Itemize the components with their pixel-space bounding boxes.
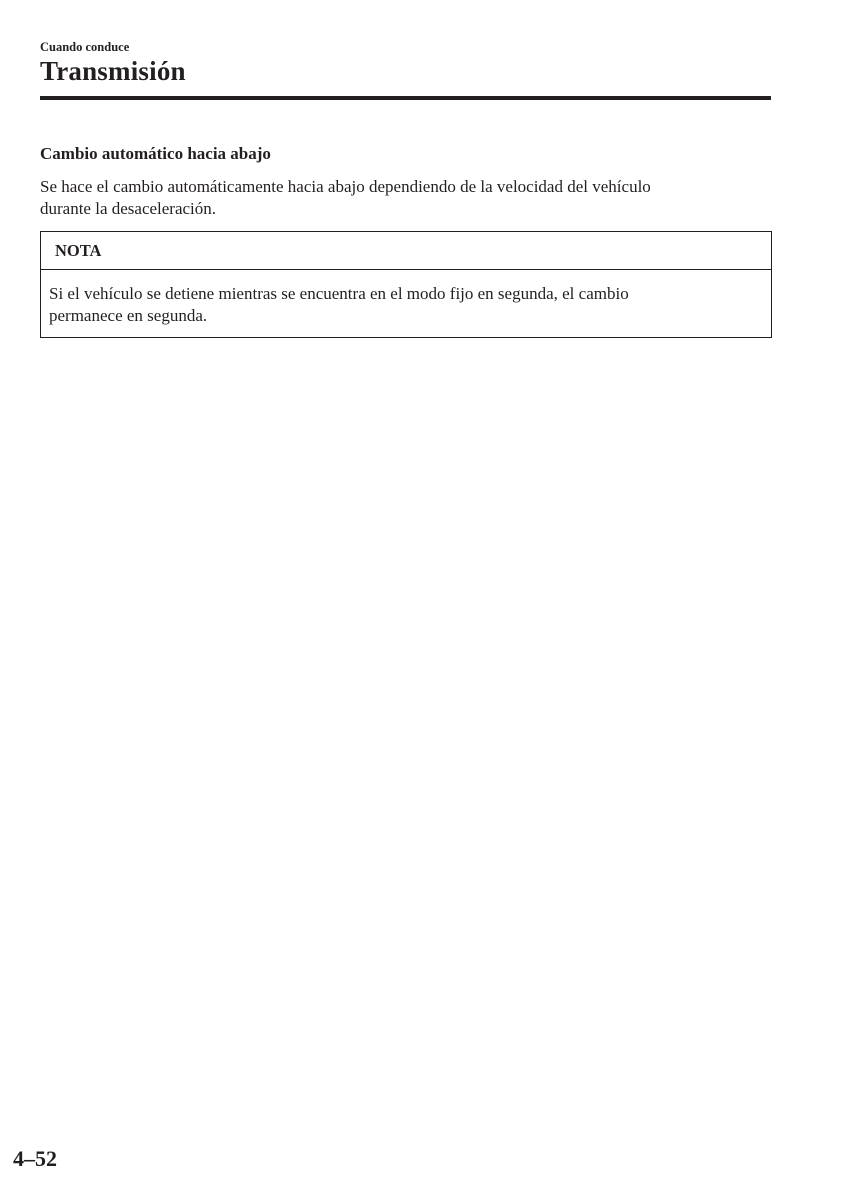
- page-title: Transmisión: [40, 56, 186, 86]
- subheading: Cambio automático hacia abajo: [40, 144, 271, 163]
- note-title: NOTA: [55, 241, 102, 260]
- note-line: Si el vehículo se detiene mientras se encuentra en el modo fijo en segunda, el cambio: [49, 284, 629, 303]
- note-text: [49, 283, 764, 327]
- note-divider: [41, 269, 771, 270]
- note-box: [40, 231, 772, 338]
- header-divider: [40, 96, 771, 100]
- page-number: 4–52: [13, 1146, 57, 1171]
- note-line: permanece en segunda.: [49, 306, 208, 325]
- body-line: Se hace el cambio automáticamente hacia abajo dependiendo de la velocidad del vehículo: [40, 177, 651, 196]
- body-paragraph: [40, 176, 780, 220]
- section-label: Cuando conduce: [40, 40, 130, 54]
- body-line: durante la desaceleración.: [40, 199, 217, 218]
